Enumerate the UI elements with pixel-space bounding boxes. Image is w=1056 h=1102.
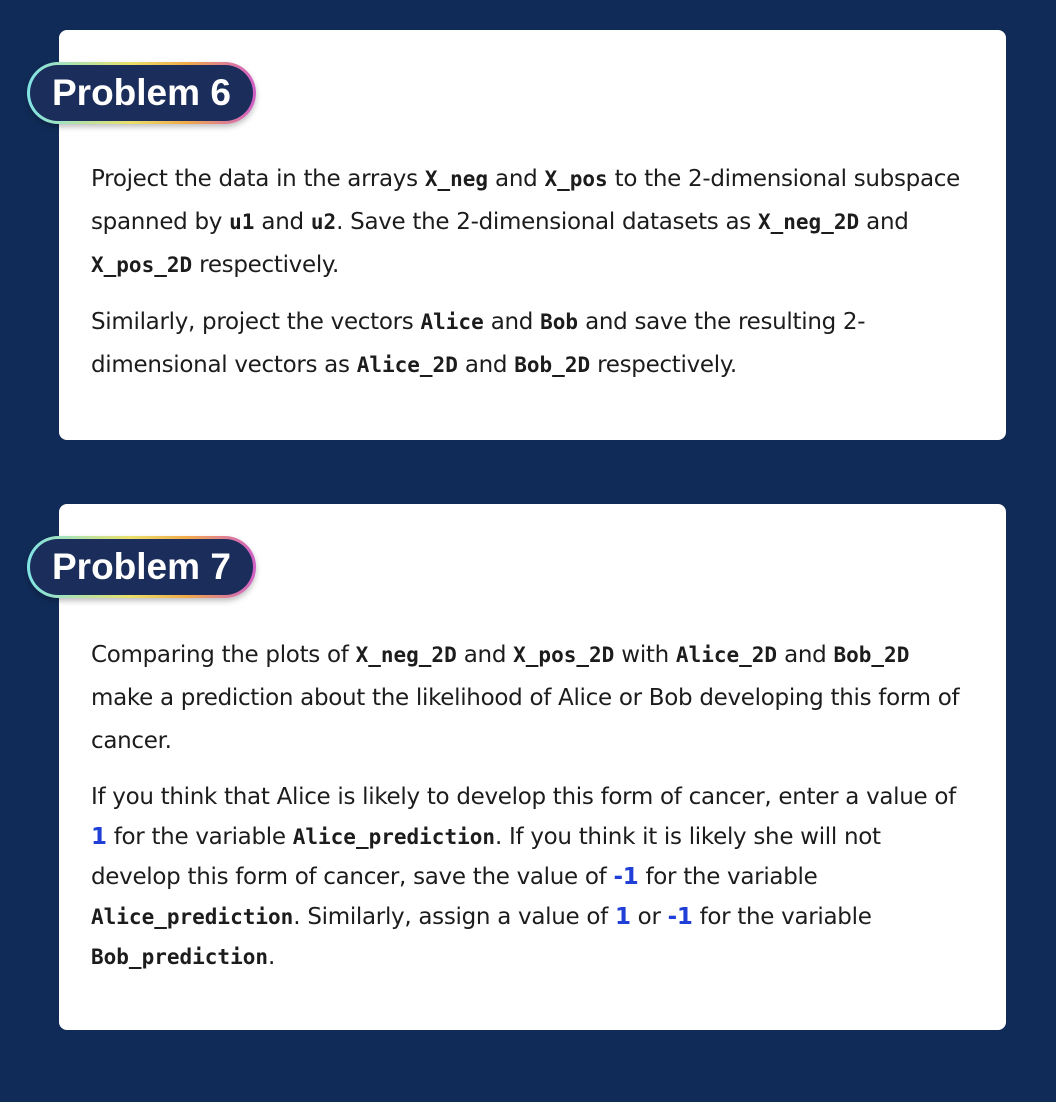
problem-7-badge: [27, 536, 256, 598]
text: for the variable: [106, 824, 293, 850]
text: respectively.: [192, 252, 339, 278]
problem-6-paragraph-1: [91, 158, 976, 287]
code-x-pos-2d: X_pos_2D: [91, 253, 193, 277]
text: .: [268, 944, 276, 970]
text: and save the resulting 2-dimensional vectors as: [91, 309, 866, 378]
code-alice-prediction: Alice_prediction: [292, 825, 496, 849]
text: Project the data in the arrays: [91, 166, 425, 192]
text: for the variable: [638, 864, 818, 890]
problem-6-badge: [27, 62, 256, 124]
text: Similarly, project the vectors: [91, 309, 421, 335]
text: respectively.: [590, 352, 737, 378]
code-x-pos: X_pos: [544, 167, 608, 191]
text: and: [254, 209, 311, 235]
problem-7-paragraph-1: [91, 634, 976, 763]
text: . Similarly, assign a value of: [293, 904, 615, 930]
code-u1: u1: [229, 210, 255, 234]
text: and: [777, 642, 834, 668]
problem-6-card: [52, 30, 1006, 440]
text: for the variable: [692, 904, 872, 930]
text: to the 2-dimensional subspace spanned by: [91, 166, 960, 235]
problem-6-title: Problem 6: [30, 65, 253, 121]
code-bob-2d: Bob_2D: [833, 643, 910, 667]
value-minus-one: -1: [613, 864, 639, 890]
code-x-neg-2d: X_neg_2D: [355, 643, 457, 667]
value-minus-one: -1: [667, 904, 693, 930]
text: and: [457, 352, 515, 378]
text: and: [483, 309, 541, 335]
text: and: [859, 209, 909, 235]
code-alice: Alice: [420, 310, 484, 334]
problem-7-body: [91, 634, 976, 977]
code-x-neg-2d: X_neg_2D: [757, 210, 860, 234]
text: with: [614, 642, 676, 668]
problem-7-paragraph-2: [91, 777, 976, 977]
text: . Save the 2-dimensional datasets as: [336, 209, 758, 235]
problem-7-card: [52, 504, 1006, 1030]
text: or: [630, 904, 668, 930]
text: make a prediction about the likelihood of Alice or Bob developing this form of cancer.: [91, 685, 960, 754]
code-bob: Bob: [540, 310, 579, 334]
value-one: 1: [91, 824, 107, 850]
code-alice-2d: Alice_2D: [675, 643, 778, 667]
code-x-pos-2d: X_pos_2D: [513, 643, 615, 667]
text: and: [488, 166, 545, 192]
code-x-neg: X_neg: [424, 167, 489, 191]
problem-6-paragraph-2: [91, 301, 976, 387]
code-bob-prediction: Bob_prediction: [91, 945, 269, 969]
value-one: 1: [614, 904, 631, 930]
text: If you think that Alice is likely to develop this form of cancer, enter a value of: [91, 784, 956, 810]
text: and: [456, 642, 514, 668]
code-u2: u2: [310, 210, 337, 234]
problem-7-title: Problem 7: [30, 539, 253, 595]
code-alice-prediction: Alice_prediction: [91, 905, 294, 929]
code-bob-2d: Bob_2D: [514, 353, 591, 377]
text: . If you think it is likely she will not develop this form of cancer, save the value of: [91, 824, 881, 890]
code-alice-2d: Alice_2D: [356, 353, 458, 377]
problem-6-body: [91, 158, 976, 387]
text: Comparing the plots of: [91, 642, 356, 668]
